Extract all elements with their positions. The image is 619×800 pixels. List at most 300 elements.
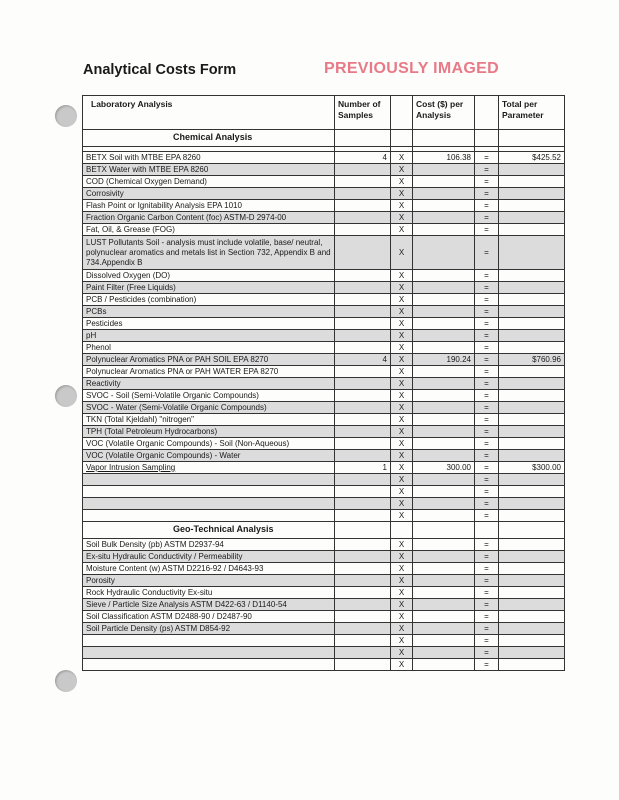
number-of-samples xyxy=(335,659,391,671)
total-per-parameter: $760.96 xyxy=(499,354,565,366)
equals-symbol: = xyxy=(475,474,499,486)
geotechnical-section-header xyxy=(83,522,565,539)
analysis-name xyxy=(83,510,335,522)
total-per-parameter xyxy=(499,366,565,378)
header-total-per: Total per Parameter xyxy=(499,96,565,130)
analysis-name-text: Rock Hydraulic Conductivity Ex-situ xyxy=(86,587,213,597)
header-lab-analysis: Laboratory Analysis xyxy=(83,96,335,130)
total-per-parameter xyxy=(499,378,565,390)
number-of-samples xyxy=(335,414,391,426)
times-symbol: X xyxy=(391,236,413,270)
analysis-name-text: pH xyxy=(86,330,97,340)
equals-symbol: = xyxy=(475,450,499,462)
cost-per-analysis xyxy=(413,366,475,378)
table-row xyxy=(83,635,565,647)
equals-symbol: = xyxy=(475,563,499,575)
number-of-samples xyxy=(335,176,391,188)
number-of-samples xyxy=(335,188,391,200)
table-row xyxy=(83,366,565,378)
number-of-samples xyxy=(335,294,391,306)
cost-per-analysis: 190.24 xyxy=(413,354,475,366)
analysis-name-text: Pesticides xyxy=(86,318,123,328)
total-per-parameter xyxy=(499,224,565,236)
table-row xyxy=(83,306,565,318)
total-per-parameter xyxy=(499,611,565,623)
total-per-parameter xyxy=(499,623,565,635)
number-of-samples: 4 xyxy=(335,354,391,366)
times-symbol: X xyxy=(391,647,413,659)
table-row xyxy=(83,318,565,330)
equals-symbol: = xyxy=(475,200,499,212)
analysis-name-text: PCBs xyxy=(86,306,107,316)
total-per-parameter xyxy=(499,164,565,176)
cost-per-analysis xyxy=(413,539,475,551)
number-of-samples xyxy=(335,647,391,659)
analysis-name-text: Flash Point or Ignitability Analysis EPA 1010 xyxy=(86,200,242,210)
times-symbol: X xyxy=(391,330,413,342)
cost-per-analysis xyxy=(413,486,475,498)
times-symbol: X xyxy=(391,282,413,294)
times-symbol: X xyxy=(391,270,413,282)
number-of-samples xyxy=(335,306,391,318)
cost-per-analysis xyxy=(413,450,475,462)
times-symbol: X xyxy=(391,306,413,318)
number-of-samples xyxy=(335,282,391,294)
analysis-name xyxy=(83,563,335,575)
cost-per-analysis xyxy=(413,414,475,426)
times-symbol: X xyxy=(391,366,413,378)
times-symbol: X xyxy=(391,342,413,354)
equals-symbol: = xyxy=(475,647,499,659)
empty-cell xyxy=(413,130,475,147)
number-of-samples xyxy=(335,611,391,623)
total-per-parameter xyxy=(499,426,565,438)
table-row xyxy=(83,486,565,498)
analysis-name xyxy=(83,224,335,236)
total-per-parameter xyxy=(499,318,565,330)
times-symbol: X xyxy=(391,623,413,635)
analysis-name xyxy=(83,587,335,599)
times-symbol: X xyxy=(391,224,413,236)
times-symbol: X xyxy=(391,188,413,200)
table-row xyxy=(83,647,565,659)
total-per-parameter xyxy=(499,587,565,599)
empty-cell xyxy=(413,522,475,539)
equals-symbol: = xyxy=(475,212,499,224)
equals-symbol: = xyxy=(475,270,499,282)
equals-symbol: = xyxy=(475,462,499,474)
equals-symbol: = xyxy=(475,611,499,623)
total-per-parameter xyxy=(499,236,565,270)
times-symbol: X xyxy=(391,659,413,671)
analysis-name-text: Corrosivity xyxy=(86,188,124,198)
cost-per-analysis xyxy=(413,212,475,224)
analysis-name xyxy=(83,474,335,486)
times-symbol: X xyxy=(391,599,413,611)
number-of-samples xyxy=(335,342,391,354)
analysis-name xyxy=(83,486,335,498)
equals-symbol: = xyxy=(475,152,499,164)
equals-symbol: = xyxy=(475,539,499,551)
cost-per-analysis xyxy=(413,623,475,635)
empty-cell xyxy=(499,130,565,147)
table-row xyxy=(83,498,565,510)
table-row xyxy=(83,474,565,486)
analysis-name xyxy=(83,390,335,402)
table-row xyxy=(83,414,565,426)
header-num-samples: Number of Samples xyxy=(335,96,391,130)
equals-symbol: = xyxy=(475,224,499,236)
equals-symbol: = xyxy=(475,426,499,438)
analysis-name-text: Dissolved Oxygen (DO) xyxy=(86,270,171,280)
equals-symbol: = xyxy=(475,575,499,587)
equals-symbol: = xyxy=(475,438,499,450)
cost-per-analysis xyxy=(413,474,475,486)
empty-cell xyxy=(335,130,391,147)
times-symbol: X xyxy=(391,498,413,510)
analysis-name xyxy=(83,450,335,462)
equals-symbol: = xyxy=(475,486,499,498)
number-of-samples xyxy=(335,164,391,176)
previously-imaged-stamp: PREVIOUSLY IMAGED xyxy=(324,60,499,77)
analysis-name xyxy=(83,647,335,659)
table-row xyxy=(83,236,565,270)
analysis-name xyxy=(83,152,335,164)
analysis-name xyxy=(83,200,335,212)
cost-per-analysis xyxy=(413,402,475,414)
equals-symbol: = xyxy=(475,414,499,426)
total-per-parameter xyxy=(499,200,565,212)
times-symbol: X xyxy=(391,164,413,176)
analysis-name-text: VOC (Volatile Organic Compounds) - Water xyxy=(86,450,241,460)
equals-symbol: = xyxy=(475,188,499,200)
analysis-name xyxy=(83,575,335,587)
number-of-samples xyxy=(335,270,391,282)
table-row xyxy=(83,575,565,587)
table-row xyxy=(83,402,565,414)
analysis-name-text: BETX Water with MTBE EPA 8260 xyxy=(86,164,209,174)
cost-per-analysis xyxy=(413,659,475,671)
analysis-name xyxy=(83,402,335,414)
cost-per-analysis xyxy=(413,378,475,390)
cost-per-analysis xyxy=(413,176,475,188)
analysis-name xyxy=(83,659,335,671)
table-row xyxy=(83,611,565,623)
analysis-name-text: COD (Chemical Oxygen Demand) xyxy=(86,176,207,186)
table-row xyxy=(83,599,565,611)
analysis-name xyxy=(83,318,335,330)
cost-per-analysis xyxy=(413,599,475,611)
analysis-name xyxy=(83,354,335,366)
number-of-samples: 4 xyxy=(335,152,391,164)
equals-symbol: = xyxy=(475,354,499,366)
analysis-name-text: VOC (Volatile Organic Compounds) - Soil (Non-Aqueous) xyxy=(86,438,290,448)
total-per-parameter xyxy=(499,498,565,510)
analysis-name xyxy=(83,366,335,378)
total-per-parameter xyxy=(499,402,565,414)
geotechnical-section-title: Geo-Technical Analysis xyxy=(83,522,335,539)
total-per-parameter xyxy=(499,551,565,563)
empty-cell xyxy=(499,522,565,539)
total-per-parameter xyxy=(499,342,565,354)
equals-symbol: = xyxy=(475,330,499,342)
analysis-name xyxy=(83,330,335,342)
number-of-samples xyxy=(335,330,391,342)
total-per-parameter xyxy=(499,330,565,342)
equals-symbol: = xyxy=(475,551,499,563)
number-of-samples xyxy=(335,438,391,450)
table-row xyxy=(83,270,565,282)
table-row xyxy=(83,330,565,342)
table-row xyxy=(83,390,565,402)
cost-per-analysis xyxy=(413,294,475,306)
cost-per-analysis xyxy=(413,306,475,318)
analysis-name xyxy=(83,342,335,354)
empty-cell xyxy=(475,130,499,147)
analysis-name xyxy=(83,378,335,390)
total-per-parameter xyxy=(499,188,565,200)
cost-per-analysis xyxy=(413,587,475,599)
analysis-name xyxy=(83,426,335,438)
total-per-parameter xyxy=(499,294,565,306)
times-symbol: X xyxy=(391,378,413,390)
number-of-samples xyxy=(335,539,391,551)
cost-per-analysis xyxy=(413,575,475,587)
analysis-name-text: Vapor Intrusion Sampling xyxy=(86,462,176,472)
number-of-samples xyxy=(335,318,391,330)
number-of-samples xyxy=(335,563,391,575)
cost-per-analysis xyxy=(413,510,475,522)
total-per-parameter xyxy=(499,599,565,611)
analysis-name xyxy=(83,294,335,306)
equals-symbol: = xyxy=(475,510,499,522)
binder-hole-middle xyxy=(55,385,77,407)
analysis-name-text: Moisture Content (w) ASTM D2216-92 / D4643-93 xyxy=(86,563,264,573)
times-symbol: X xyxy=(391,354,413,366)
analysis-name-text: Soil Particle Density (ps) ASTM D854-92 xyxy=(86,623,231,633)
analysis-name xyxy=(83,623,335,635)
times-symbol: X xyxy=(391,474,413,486)
equals-symbol: = xyxy=(475,498,499,510)
equals-symbol: = xyxy=(475,294,499,306)
number-of-samples xyxy=(335,390,391,402)
cost-per-analysis xyxy=(413,635,475,647)
number-of-samples xyxy=(335,551,391,563)
analysis-name xyxy=(83,212,335,224)
table-row xyxy=(83,450,565,462)
analysis-name-text: SVOC - Soil (Semi-Volatile Organic Compounds) xyxy=(86,390,259,400)
analysis-name xyxy=(83,282,335,294)
analysis-name xyxy=(83,498,335,510)
cost-per-analysis xyxy=(413,282,475,294)
total-per-parameter xyxy=(499,438,565,450)
times-symbol: X xyxy=(391,438,413,450)
times-symbol: X xyxy=(391,176,413,188)
number-of-samples xyxy=(335,212,391,224)
equals-symbol: = xyxy=(475,623,499,635)
equals-symbol: = xyxy=(475,164,499,176)
table-row xyxy=(83,176,565,188)
times-symbol: X xyxy=(391,200,413,212)
total-per-parameter xyxy=(499,176,565,188)
times-symbol: X xyxy=(391,402,413,414)
cost-per-analysis xyxy=(413,200,475,212)
number-of-samples xyxy=(335,575,391,587)
analysis-name-text: Porosity xyxy=(86,575,115,585)
cost-per-analysis: 106.38 xyxy=(413,152,475,164)
total-per-parameter xyxy=(499,270,565,282)
analysis-name-text: Paint Filter (Free Liquids) xyxy=(86,282,176,292)
number-of-samples xyxy=(335,378,391,390)
analysis-name-text: Phenol xyxy=(86,342,111,352)
total-per-parameter: $425.52 xyxy=(499,152,565,164)
analysis-name xyxy=(83,438,335,450)
number-of-samples xyxy=(335,498,391,510)
equals-symbol: = xyxy=(475,390,499,402)
chemical-section-title: Chemical Analysis xyxy=(83,130,335,147)
cost-per-analysis xyxy=(413,647,475,659)
analysis-name-text: SVOC - Water (Semi-Volatile Organic Compounds) xyxy=(86,402,267,412)
analysis-name-text: LUST Pollutants Soil - analysis must include volatile, base/ neutral, polynuclear aromatics and metals list in Section 732, Appendix B and 734.Appendix B xyxy=(86,237,331,267)
analysis-name xyxy=(83,539,335,551)
equals-symbol: = xyxy=(475,318,499,330)
times-symbol: X xyxy=(391,318,413,330)
analysis-name xyxy=(83,635,335,647)
times-symbol: X xyxy=(391,212,413,224)
table-row xyxy=(83,378,565,390)
cost-per-analysis xyxy=(413,318,475,330)
form-title: Analytical Costs Form xyxy=(83,62,237,78)
number-of-samples xyxy=(335,366,391,378)
table-row xyxy=(83,659,565,671)
times-symbol: X xyxy=(391,414,413,426)
total-per-parameter xyxy=(499,539,565,551)
analysis-name-text: Soil Bulk Density (pb) ASTM D2937-94 xyxy=(86,539,224,549)
number-of-samples xyxy=(335,623,391,635)
table-row xyxy=(83,342,565,354)
analysis-name-text: Polynuclear Aromatics PNA or PAH SOIL EPA 8270 xyxy=(86,354,269,364)
analysis-name xyxy=(83,306,335,318)
cost-per-analysis xyxy=(413,390,475,402)
total-per-parameter xyxy=(499,486,565,498)
number-of-samples xyxy=(335,224,391,236)
total-per-parameter xyxy=(499,306,565,318)
table-row xyxy=(83,438,565,450)
analysis-name-text: Fraction Organic Carbon Content (foc) ASTM-D 2974-00 xyxy=(86,212,287,222)
equals-symbol: = xyxy=(475,378,499,390)
table-row xyxy=(83,294,565,306)
analysis-name xyxy=(83,462,335,474)
empty-cell xyxy=(391,130,413,147)
analysis-name-text: Sieve / Particle Size Analysis ASTM D422-63 / D1140-54 xyxy=(86,599,287,609)
table-row xyxy=(83,539,565,551)
number-of-samples xyxy=(335,486,391,498)
total-per-parameter xyxy=(499,474,565,486)
table-row xyxy=(83,354,565,366)
times-symbol: X xyxy=(391,563,413,575)
binder-hole-bottom xyxy=(55,670,77,692)
cost-per-analysis xyxy=(413,224,475,236)
cost-per-analysis xyxy=(413,498,475,510)
analytical-costs-table xyxy=(82,95,565,671)
total-per-parameter xyxy=(499,282,565,294)
total-per-parameter xyxy=(499,575,565,587)
table-row xyxy=(83,510,565,522)
equals-symbol: = xyxy=(475,306,499,318)
analysis-name-text: Ex-situ Hydraulic Conductivity / Permeability xyxy=(86,551,243,561)
times-symbol: X xyxy=(391,450,413,462)
number-of-samples xyxy=(335,236,391,270)
cost-per-analysis xyxy=(413,236,475,270)
table-row xyxy=(83,426,565,438)
empty-cell xyxy=(475,522,499,539)
times-symbol: X xyxy=(391,462,413,474)
equals-symbol: = xyxy=(475,282,499,294)
times-symbol: X xyxy=(391,294,413,306)
number-of-samples xyxy=(335,599,391,611)
total-per-parameter xyxy=(499,659,565,671)
analysis-name-text: PCB / Pesticides (combination) xyxy=(86,294,197,304)
analysis-name-text: Soil Classification ASTM D2488-90 / D2487-90 xyxy=(86,611,252,621)
table-row xyxy=(83,224,565,236)
equals-symbol: = xyxy=(475,236,499,270)
cost-per-analysis: 300.00 xyxy=(413,462,475,474)
total-per-parameter: $300.00 xyxy=(499,462,565,474)
analysis-name xyxy=(83,611,335,623)
table-row xyxy=(83,164,565,176)
cost-per-analysis xyxy=(413,551,475,563)
table-row xyxy=(83,212,565,224)
empty-cell xyxy=(335,522,391,539)
times-symbol: X xyxy=(391,611,413,623)
analysis-name xyxy=(83,164,335,176)
equals-symbol: = xyxy=(475,176,499,188)
table-row xyxy=(83,188,565,200)
equals-symbol: = xyxy=(475,659,499,671)
analysis-name-text: Fat, Oil, & Grease (FOG) xyxy=(86,224,175,234)
times-symbol: X xyxy=(391,635,413,647)
cost-per-analysis xyxy=(413,563,475,575)
analysis-name xyxy=(83,270,335,282)
cost-per-analysis xyxy=(413,330,475,342)
chemical-section-header xyxy=(83,130,565,147)
number-of-samples xyxy=(335,474,391,486)
header-cost-per: Cost ($) per Analysis xyxy=(413,96,475,130)
equals-symbol: = xyxy=(475,402,499,414)
table-row xyxy=(83,152,565,164)
analysis-name xyxy=(83,414,335,426)
empty-cell xyxy=(391,522,413,539)
total-per-parameter xyxy=(499,450,565,462)
binder-hole-top xyxy=(55,105,77,127)
analysis-name-text: TPH (Total Petroleum Hydrocarbons) xyxy=(86,426,218,436)
analysis-name xyxy=(83,551,335,563)
table-row xyxy=(83,200,565,212)
times-symbol: X xyxy=(391,575,413,587)
times-symbol: X xyxy=(391,551,413,563)
total-per-parameter xyxy=(499,414,565,426)
times-symbol: X xyxy=(391,486,413,498)
equals-symbol: = xyxy=(475,587,499,599)
equals-symbol: = xyxy=(475,366,499,378)
number-of-samples xyxy=(335,450,391,462)
table-row xyxy=(83,551,565,563)
analysis-name xyxy=(83,599,335,611)
total-per-parameter xyxy=(499,510,565,522)
analysis-name xyxy=(83,236,335,270)
analysis-name-text: BETX Soil with MTBE EPA 8260 xyxy=(86,152,201,162)
header-row xyxy=(83,96,565,130)
